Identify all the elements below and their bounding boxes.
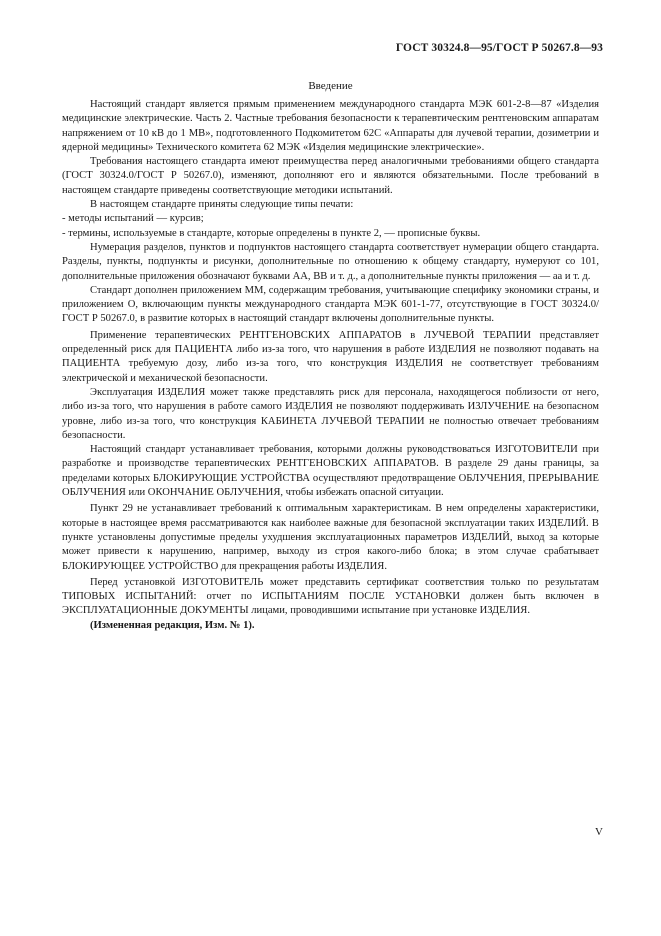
paragraph: Настоящий стандарт устанавливает требования, которыми должны руководствоваться ИЗГОТОВИТЕЛИ при разработке и производстве терапевтических РЕНТГЕНОВСКИХ АППАРАТОВ. В разделе 29 даны границы, за пределами которых БЛОКИРУЮЩИЕ УСТРОЙСТВА осуществляют предотвращение ОБЛУЧЕНИЯ, ПРЕРЫВАНИЕ ОБЛУЧЕНИЯ или ОКОНЧАНИЕ ОБЛУЧЕНИЯ, чтобы избежать опасной ситуации. — [62, 444, 599, 499]
paragraph: Эксплуатация ИЗДЕЛИЯ может также представлять риск для персонала, находящегося поблизости от него, либо из-за того, что нарушения в работе самого ИЗДЕЛИЯ не позволяют поддерживать ИЗЛУЧЕНИЕ на безопасном уровне, либо из-за того, что конструкция КАБИНЕТА ЛУЧЕВОЙ ТЕРАПИИ не полностью отвечает требованиям безопасности. — [62, 386, 599, 441]
paragraph: Требования настоящего стандарта имеют преимущества перед аналогичными требованиями общего стандарта (ГОСТ 30324.0/ГОСТ Р 50267.0), изменяют, дополняют его и являются обязательными. После требований в настоящем стандарте приведены соответствующие методики испытаний. — [62, 156, 599, 196]
amendment-note: (Измененная редакция, Изм. № 1). — [90, 619, 255, 631]
paragraph: Нумерация разделов, пунктов и подпунктов настоящего стандарта соответствует нумерации общего стандарта. Разделы, пункты, подпункты и рисунки, дополнительные по отношению к общему стандарту, нумеруют со 101, дополнительные приложения обозначают буквами АА, ВВ и т. д., а дополнительные пункты приложения — аа и т. д. — [62, 241, 599, 282]
paragraph: Применение терапевтических РЕНТГЕНОВСКИХ АППАРАТОВ в ЛУЧЕВОЙ ТЕРАПИИ представляет определенный риск для ПАЦИЕНТА либо из-за того, что нарушения в работе ИЗДЕЛИЯ не позволяют подавать на ПАЦИЕНТА требуемую дозу, либо из-за того, что конструкция ИЗДЕЛИЯ не соответствует требованиям электрической и механической безопасности. — [62, 329, 599, 384]
paragraph: Пункт 29 не устанавливает требований к оптимальным характеристикам. В нем определены характеристики, которые в настоящее время рассматриваются как наиболее важные для безопасной эксплуатации таких ИЗДЕЛИЙ. В пункте установлены допустимые пределы ухудшения эксплуатационных параметров ИЗДЕЛИЙ, выход за которые может привести к нарушению, например, выходу из строя какого-либо блока; в этом случае срабатывает БЛОКИРУЮЩЕЕ УСТРОЙСТВО для прекращения работы ИЗДЕЛИЯ. — [62, 503, 599, 572]
list-item: - термины, используемые в стандарте, которые определены в пункте 2, — прописные буквы. — [62, 227, 481, 239]
document-body — [62, 98, 599, 633]
list-item: - методы испытаний — курсив; — [62, 213, 204, 225]
document-header: ГОСТ 30324.8—95/ГОСТ Р 50267.8—93 — [395, 42, 603, 54]
section-title: Введение — [308, 80, 353, 92]
page-number: V — [595, 826, 603, 838]
paragraph: Перед установкой ИЗГОТОВИТЕЛЬ может представить сертификат соответствия только по результатам ТИПОВЫХ ИСПЫТАНИЙ: отчет по ИСПЫТАНИЯМ ПОСЛЕ УСТАНОВКИ должен быть включен в ЭКСПЛУАТАЦИОННЫЕ ДОКУМЕНТЫ лицами, проводившими испытание при установке ИЗДЕЛИЯ. — [62, 576, 599, 617]
paragraph: Настоящий стандарт является прямым применением международного стандарта МЭК 601-2-8—87 «Изделия медицинские электрические. Часть 2. Частные требования безопасности к терапевтическим рентгеновским аппаратам напряжением от 10 кВ до 1 МВ», подготовленного Подкомитетом 62С «Аппараты для лучевой терапии, дозиметрии и ядерной медицины» Технического комитета 62 МЭК «Изделия медицинские электрические». — [62, 99, 599, 153]
paragraph: В настоящем стандарте приняты следующие типы печати: — [90, 199, 354, 211]
paragraph: Стандарт дополнен приложением ММ, содержащим требования, учитывающие специфику экономики страны, и приложением О, включающим пункты международного стандарта МЭК 601-1-77, отсутствующие в ГОСТ 30324.0/ГОСТ Р 50267.0, в развитие которых в настоящий стандарт включены дополнительные пункты. — [62, 284, 599, 325]
